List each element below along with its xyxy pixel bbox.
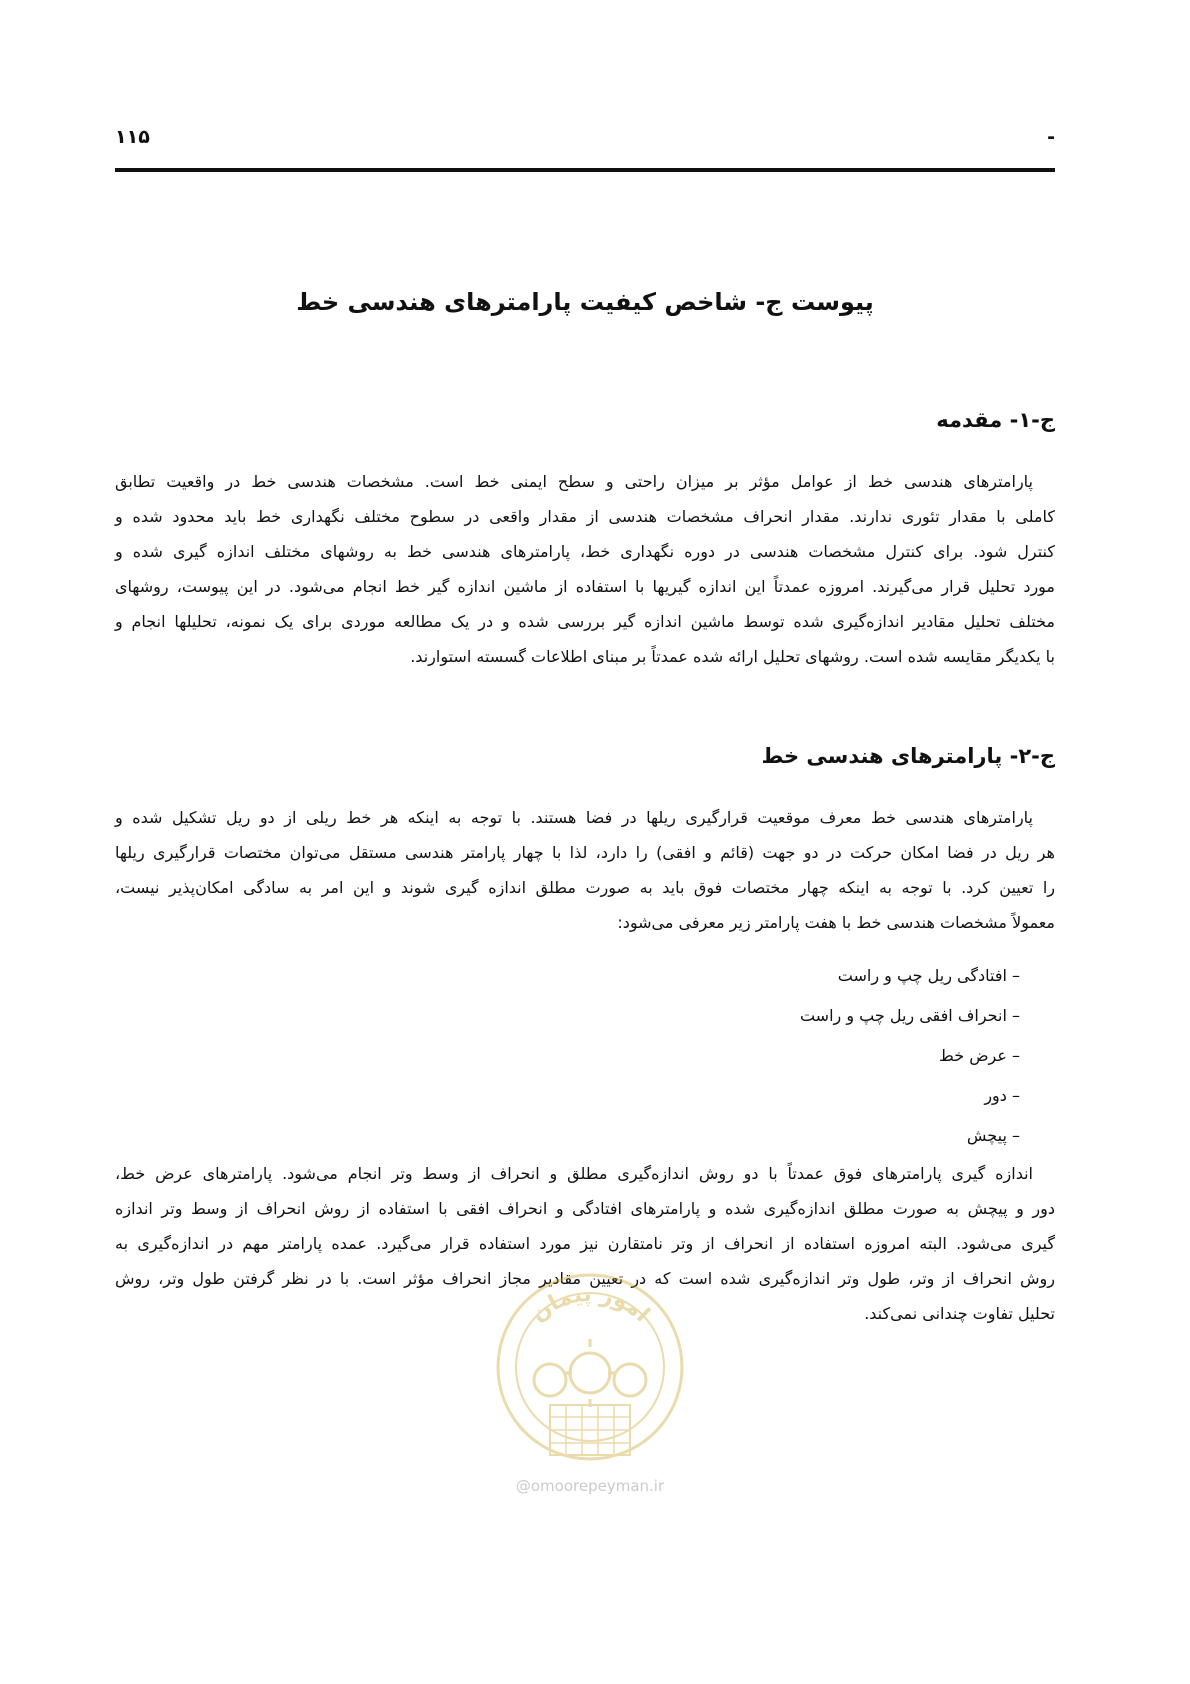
paragraph-line: هر ریل در فضا امکان حرکت در دو جهت (قائم و افقی) را دارد، لذا با چهار پارامتر هندسی مستقل می‌توان مختصات قرارگیری ریلها <box>115 843 1055 862</box>
list-item: – افتادگی ریل چپ و راست <box>837 966 1020 985</box>
paragraph-line: روش انحراف از وتر، طول وتر اندازه‌گیری شده است که در تعیین مقادیر مجاز انحراف مؤثر است. با در نظر گرفتن طول وتر، روش <box>115 1269 1055 1288</box>
paragraph-line: را تعیین کرد. با توجه به اینکه چهار مختصات فوق باید به صورت مطلق اندازه گیری شوند و این امر به سادگی امکان‌پذیر نیست، <box>115 878 1055 897</box>
parameter-list <box>420 956 1020 1156</box>
section-1-heading: ج-۱- مقدمه <box>936 408 1055 432</box>
paragraph-line: دور و پیچش به صورت مطلق اندازه‌گیری شده و پارامترهای افتادگی و انحراف افقی با استفاده از روش انحراف از وسط وتر اندازه <box>115 1199 1055 1218</box>
svg-text:امور پیمان <box>527 1282 655 1327</box>
appendix-title: پیوست ج- شاخص کیفیت پارامترهای هندسی خط <box>296 288 874 316</box>
paragraph-line: پارامترهای هندسی خط معرف موقعیت قرارگیری ریلها در فضا هستند. با توجه به اینکه هر خط ریلی از دو ریل تشکیل شده و <box>115 808 1033 827</box>
paragraph-line: مختلف تحلیل مقادیر اندازه‌گیری شده توسط ماشین اندازه گیر بررسی شده و در یک مطالعه موردی برای یک نمونه، تحلیلها انجام و <box>115 612 1055 631</box>
paragraph-line: اندازه گیری پارامترهای فوق عمدتاً با دو روش اندازه‌گیری مطلق و انحراف از وسط وتر انجام می‌شود. پارامترهای عرض خط، <box>115 1164 1033 1183</box>
list-item: – دور <box>984 1086 1020 1105</box>
paragraph-line: مورد تحلیل قرار می‌گیرند. امروزه عمدتاً این اندازه گیریها با استفاده از ماشین اندازه گیر خط انجام می‌شود. در این پیوست، روشهای <box>115 577 1055 596</box>
paragraph-line: معمولاً مشخصات هندسی خط با هفت پارامتر زیر معرفی می‌شود: <box>617 913 1055 932</box>
paragraph-line: کنترل شود. برای کنترل مشخصات هندسی در دوره نگهداری خط، پارامترهای هندسی خط به روشهای مختلف اندازه گیری شده و <box>115 542 1055 561</box>
section-2-paragraph <box>115 800 1055 940</box>
watermark-url: @omoorepeyman.ir <box>515 1477 665 1495</box>
page-number: ۱۱۵ <box>115 126 150 148</box>
header-mark: - <box>1047 126 1055 148</box>
list-item: – انحراف افقی ریل چپ و راست <box>799 1006 1020 1025</box>
list-item: – پیچش <box>966 1126 1020 1145</box>
seal-arc-text: امور پیمان <box>526 1281 655 1328</box>
paragraph-line: تحلیل تفاوت چندانی نمی‌کند. <box>864 1304 1055 1323</box>
paragraph-line: گیری می‌شود. البته امروزه استفاده از انحراف از وتر نامتقارن نیز مورد استفاده قرار می‌گیرد. عمده پارامتر مهم در اندازه‌گیری به <box>115 1234 1055 1253</box>
watermark-seal <box>480 1255 700 1510</box>
header-rule <box>115 168 1055 172</box>
page-header <box>115 126 1055 156</box>
list-item: – عرض خط <box>939 1046 1020 1065</box>
paragraph-line: کاملی با مقدار تئوری ندارند. مقدار انحراف مشخصات هندسی از مقدار واقعی در سطوح مختلف نگهداری خط باید محدود شده و <box>115 507 1055 526</box>
seal-emblem-icon <box>480 1255 700 1475</box>
section-1-paragraph <box>115 464 1055 674</box>
paragraph-line: با یکدیگر مقایسه شده است. روشهای تحلیل ارائه شده عمدتاً بر مبنای اطلاعات گسسته استوارند. <box>410 647 1055 666</box>
section-2-heading: ج-۲- پارامترهای هندسی خط <box>761 744 1055 768</box>
paragraph-line: پارامترهای هندسی خط از عوامل مؤثر بر میزان راحتی و سطح ایمنی خط است. مشخصات هندسی خط در واقعیت تطابق <box>115 472 1033 491</box>
